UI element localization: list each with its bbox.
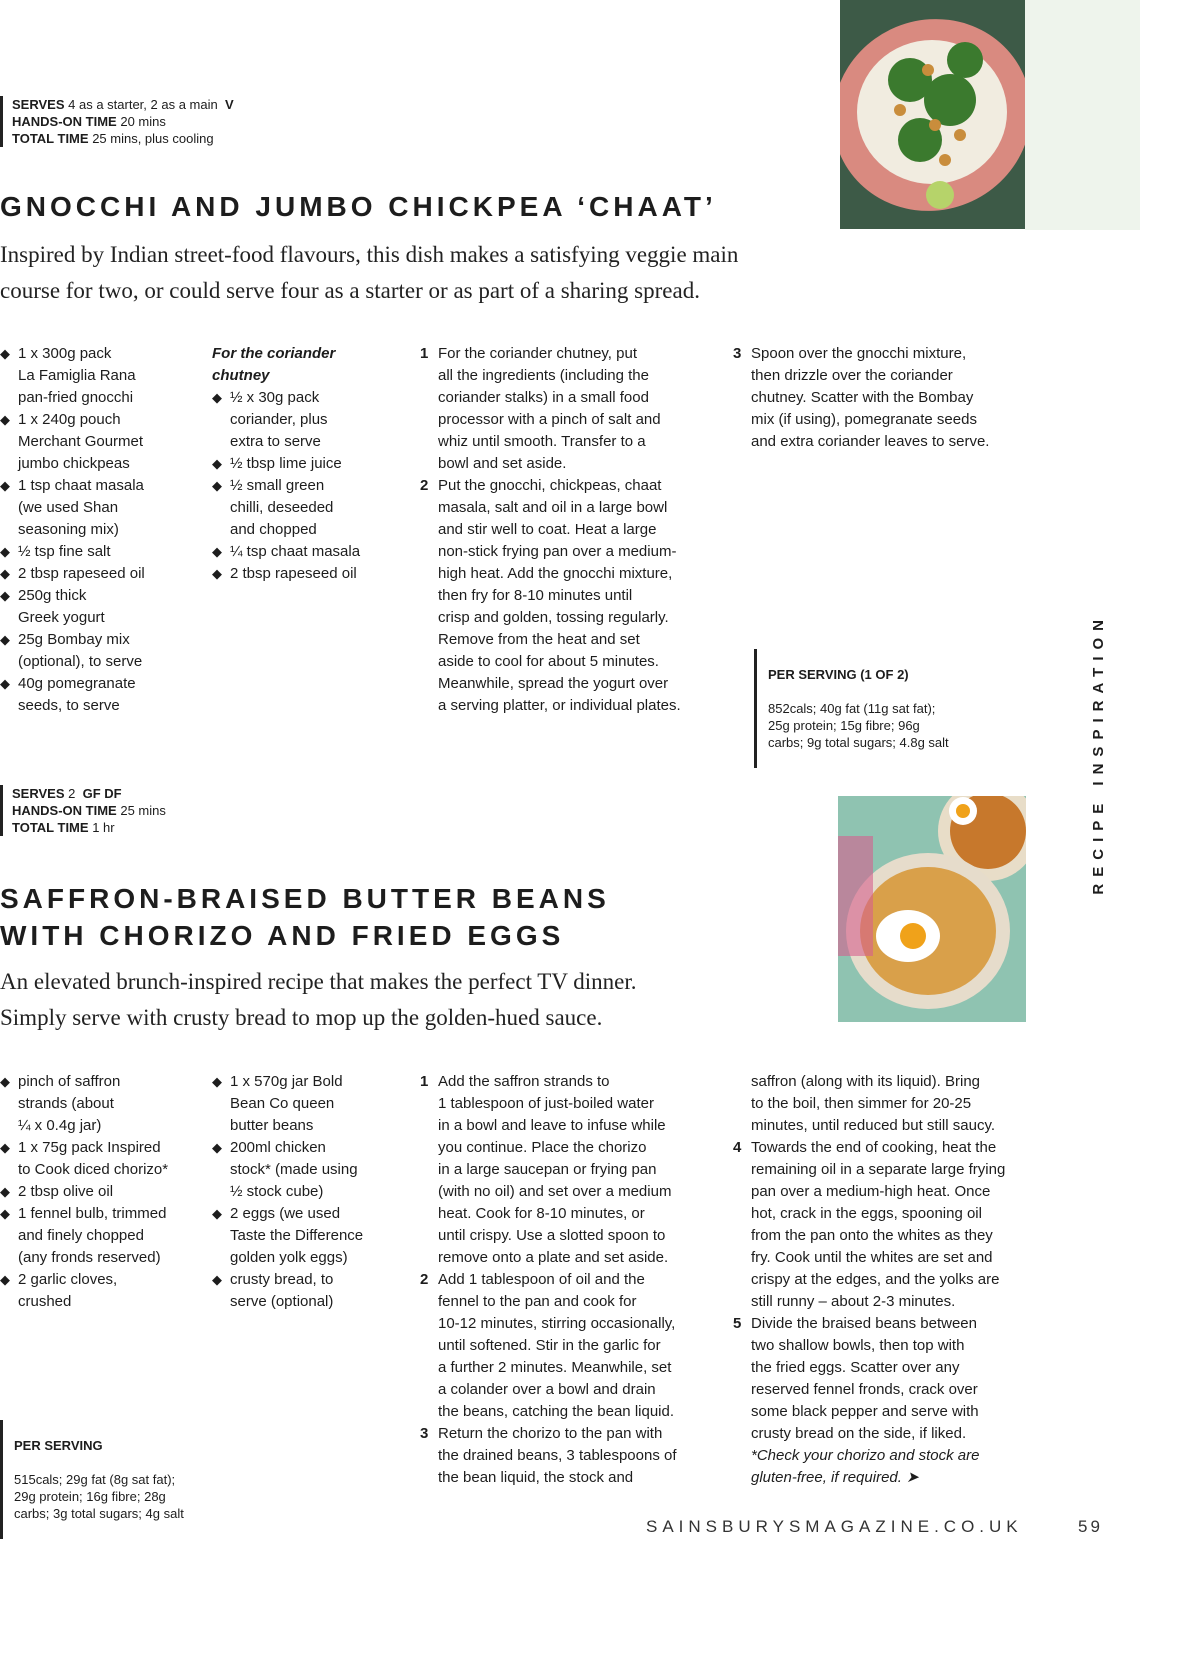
- recipe1-intro: Inspired by Indian street-food flavours, this dish makes a satisfying veggie main course for two, or could serve four as a starter or as part of a sharing spread.: [0, 242, 739, 303]
- ingredient-text: 2 garlic cloves, crushed: [18, 1271, 118, 1310]
- bullet-icon: ◆: [0, 412, 10, 427]
- recipe1-chutney: [212, 343, 407, 585]
- recipe1-title: GNOCCHI AND JUMBO CHICKPEA ‘CHAAT’: [0, 191, 717, 222]
- bullet-icon: ◆: [212, 566, 222, 581]
- bullet-icon: ◆: [212, 1074, 222, 1089]
- bullet-icon: ◆: [212, 478, 222, 493]
- step-text: Spoon over the gnocchi mixture, then drizzle over the coriander chutney. Scatter with the Bombay mix (if using), pomegranate seeds and extra coriander leaves to serve.: [751, 345, 990, 450]
- bullet-icon: ◆: [0, 1074, 10, 1089]
- total-time-value: 25 mins, plus cooling: [92, 131, 214, 146]
- ingredient-item: [212, 1203, 412, 1269]
- step-text: Put the gnocchi, chickpeas, chaat masala, salt and oil in a large bowl and stir well to coat. Heat a large non-stick frying pan over a medium- high heat. Add the gnocchi mixture, then fry for 8-10 minutes until crisp and golden, tossing regularly. Remove from the heat and set aside to cool for about 5 minutes. Meanwhile, spread the yogurt over a serving platter, or individual plates.: [438, 477, 681, 714]
- step-text: Divide the braised beans between two shallow bowls, then top with the fried eggs. Scatter over any reserved fennel fronds, crack over some black pepper and serve with crusty bread on the side, if liked.: [751, 1315, 979, 1442]
- ingredient-item: [212, 563, 407, 585]
- bullet-icon: ◆: [0, 1272, 10, 1287]
- total-time-label: TOTAL TIME: [12, 820, 89, 835]
- hands-on-label: HANDS-ON TIME: [12, 114, 117, 129]
- hands-on-label: HANDS-ON TIME: [12, 803, 117, 818]
- ingredient-item: [212, 475, 407, 541]
- method-step: [420, 1269, 720, 1423]
- bullet-icon: ◆: [212, 390, 222, 405]
- method-step: [733, 1137, 1043, 1313]
- ingredient-item: [0, 1181, 200, 1203]
- bullet-icon: ◆: [212, 1206, 222, 1221]
- step-text: Add the saffron strands to 1 tablespoon of just-boiled water in a bowl and leave to infuse while you continue. Place the chorizo in a large saucepan or frying pan (with no oil) and set over a medium heat. Cook for 8-10 minutes, or until crispy. Use a slotted spoon to remove onto a plate and set aside.: [438, 1073, 672, 1266]
- ingredient-item: [0, 673, 200, 717]
- serves-value: 2: [68, 786, 76, 801]
- ingredient-text: crusty bread, to serve (optional): [230, 1271, 334, 1310]
- serves-label: SERVES: [12, 786, 65, 801]
- recipe1-meta: [0, 96, 234, 147]
- page-number: 59: [1078, 1517, 1103, 1536]
- total-time-value: 1 hr: [92, 820, 115, 835]
- nutrition-text: 515cals; 29g fat (8g sat fat); 29g protein; 16g fibre; 28g carbs; 3g total sugars; 4g salt: [14, 1472, 184, 1521]
- ingredient-text: 2 tbsp olive oil: [18, 1183, 114, 1200]
- gnocchi-chaat-photo: [840, 0, 1025, 229]
- bullet-icon: ◆: [0, 676, 10, 691]
- ingredient-text: 2 tbsp rapeseed oil: [230, 565, 357, 582]
- hands-on-value: 20 mins: [120, 114, 166, 129]
- ingredient-text: pinch of saffron strands (about ¼ x 0.4g jar): [18, 1073, 121, 1134]
- recipe2-nutrition: [0, 1420, 184, 1539]
- ingredient-text: 1 tsp chaat masala (we used Shan seasoning mix): [18, 477, 144, 538]
- diet-badge: GF DF: [82, 786, 122, 801]
- ingredient-item: [0, 343, 200, 409]
- ingredient-item: [212, 1071, 412, 1137]
- serves-label: SERVES: [12, 97, 65, 112]
- step-number: 3: [420, 1425, 429, 1442]
- ingredient-item: [212, 387, 407, 453]
- step-text: For the coriander chutney, put all the ingredients (including the coriander stalks) in a small food processor with a pinch of salt and whiz until smooth. Transfer to a bowl and set aside.: [438, 345, 661, 472]
- ingredient-text: 2 eggs (we used Taste the Difference golden yolk eggs): [230, 1205, 364, 1266]
- recipe1-ingredients: [0, 343, 200, 717]
- method-step: [420, 1071, 720, 1269]
- recipe1-method-cont: [733, 343, 1033, 453]
- bullet-icon: ◆: [0, 1206, 10, 1221]
- bullet-icon: ◆: [0, 1184, 10, 1199]
- bullet-icon: ◆: [212, 1272, 222, 1287]
- step-number: 2: [420, 477, 429, 494]
- diet-badge: V: [224, 97, 234, 112]
- method-step: [733, 343, 1033, 453]
- ingredient-item: [0, 1269, 200, 1313]
- ingredient-text: 2 tbsp rapeseed oil: [18, 565, 145, 582]
- ingredient-item: [0, 1137, 200, 1181]
- recipe2-ingredients-a: [0, 1071, 200, 1313]
- green-strip: [1025, 0, 1140, 230]
- nutrition-heading: PER SERVING (1 OF 2): [768, 667, 909, 682]
- step-number: 2: [420, 1271, 429, 1288]
- nutrition-heading: PER SERVING: [14, 1438, 103, 1453]
- step-number: 3: [733, 345, 742, 362]
- ingredient-item: [212, 453, 407, 475]
- serves-value: 4 as a starter, 2 as a main: [68, 97, 218, 112]
- nutrition-text: 852cals; 40g fat (11g sat fat); 25g protein; 15g fibre; 96g carbs; 9g total sugars; 4.8g salt: [768, 701, 949, 750]
- ingredient-item: [0, 409, 200, 475]
- recipe1-method: [420, 343, 720, 717]
- bullet-icon: ◆: [212, 456, 222, 471]
- bullet-icon: ◆: [0, 566, 10, 581]
- method-step: [420, 343, 720, 475]
- method-step: [733, 1313, 1043, 1445]
- bullet-icon: ◆: [0, 346, 10, 361]
- bullet-icon: ◆: [212, 544, 222, 559]
- recipe2-meta: [0, 785, 166, 836]
- ingredient-item: [0, 475, 200, 541]
- ingredient-text: 1 x 570g jar Bold Bean Co queen butter beans: [230, 1073, 343, 1134]
- ingredient-text: ½ small green chilli, deseeded and chopped: [230, 477, 334, 538]
- recipe2-method: [420, 1071, 720, 1489]
- step-number: 1: [420, 345, 429, 362]
- step-number: 4: [733, 1139, 742, 1156]
- step-text: Add 1 tablespoon of oil and the fennel to the pan and cook for 10-12 minutes, stirring occasionally, until softened. Stir in the garlic for a further 2 minutes. Meanwhile, set a colander over a bowl and drain the beans, catching the bean liquid.: [438, 1271, 676, 1420]
- platter-illustration: [840, 0, 1025, 229]
- ingredient-item: [0, 541, 200, 563]
- ingredient-text: 200ml chicken stock* (made using ½ stock cube): [230, 1139, 358, 1200]
- ingredient-text: 40g pomegranate seeds, to serve: [18, 675, 136, 714]
- ingredient-text: ½ x 30g pack coriander, plus extra to serve: [230, 389, 328, 450]
- chutney-heading: For the coriander chutney: [212, 345, 336, 384]
- ingredient-item: [0, 563, 200, 585]
- step-number: 5: [733, 1315, 742, 1332]
- bullet-icon: ◆: [212, 1140, 222, 1155]
- ingredient-item: [212, 1137, 412, 1203]
- ingredient-item: [0, 629, 200, 673]
- ingredient-text: 1 x 240g pouch Merchant Gourmet jumbo chickpeas: [18, 411, 144, 472]
- method-continued: saffron (along with its liquid). Bring to the boil, then simmer for 20-25 minutes, until reduced but still saucy.: [751, 1073, 996, 1134]
- recipe2-intro: An elevated brunch-inspired recipe that makes the perfect TV dinner. Simply serve with crusty bread to mop up the golden-hued sauce.: [0, 969, 637, 1030]
- ingredient-text: 25g Bombay mix (optional), to serve: [18, 631, 143, 670]
- bullet-icon: ◆: [0, 632, 10, 647]
- hands-on-value: 25 mins: [120, 803, 166, 818]
- bullet-icon: ◆: [0, 1140, 10, 1155]
- recipe1-nutrition: [754, 649, 949, 768]
- recipe2-title: SAFFRON-BRAISED BUTTER BEANS WITH CHORIZO AND FRIED EGGS: [0, 883, 610, 951]
- bullet-icon: ◆: [0, 478, 10, 493]
- method-step: [420, 475, 720, 717]
- ingredient-text: 1 x 75g pack Inspired to Cook diced chorizo*: [18, 1139, 169, 1178]
- ingredient-item: [212, 1269, 412, 1313]
- ingredient-text: ½ tbsp lime juice: [230, 455, 342, 472]
- bullet-icon: ◆: [0, 544, 10, 559]
- ingredient-text: ½ tsp fine salt: [18, 543, 111, 560]
- footer-site[interactable]: SAINSBURYSMAGAZINE.CO.UK: [646, 1517, 1023, 1536]
- ingredient-item: [212, 541, 407, 563]
- bullet-icon: ◆: [0, 588, 10, 603]
- recipe2-method-cont: [733, 1071, 1043, 1489]
- footnote: *Check your chorizo and stock are gluten-free, if required. ➤: [751, 1447, 980, 1486]
- section-label: RECIPE INSPIRATION: [1090, 613, 1107, 895]
- ingredient-text: ¼ tsp chaat masala: [230, 543, 361, 560]
- ingredient-text: 1 fennel bulb, trimmed and finely chopped (any fronds reserved): [18, 1205, 167, 1266]
- ingredient-item: [0, 585, 200, 629]
- ingredient-text: 250g thick Greek yogurt: [18, 587, 105, 626]
- method-step: [420, 1423, 720, 1489]
- bowl-illustration: [838, 796, 1026, 1022]
- total-time-label: TOTAL TIME: [12, 131, 89, 146]
- step-text: Return the chorizo to the pan with the drained beans, 3 tablespoons of the bean liquid, the stock and: [438, 1425, 677, 1486]
- step-number: 1: [420, 1073, 429, 1090]
- step-text: Towards the end of cooking, heat the remaining oil in a separate large frying pan over a medium-high heat. Once hot, crack in the eggs, spooning oil from the pan onto the whites as they fry. Cook until the whites are set and crispy at the edges, and the yolks are still runny – about 2-3 minutes.: [751, 1139, 1006, 1310]
- recipe2-ingredients-b: [212, 1071, 412, 1313]
- ingredient-text: 1 x 300g pack La Famiglia Rana pan-fried gnocchi: [18, 345, 136, 406]
- ingredient-item: [0, 1071, 200, 1137]
- ingredient-item: [0, 1203, 200, 1269]
- butter-beans-photo: [838, 796, 1026, 1022]
